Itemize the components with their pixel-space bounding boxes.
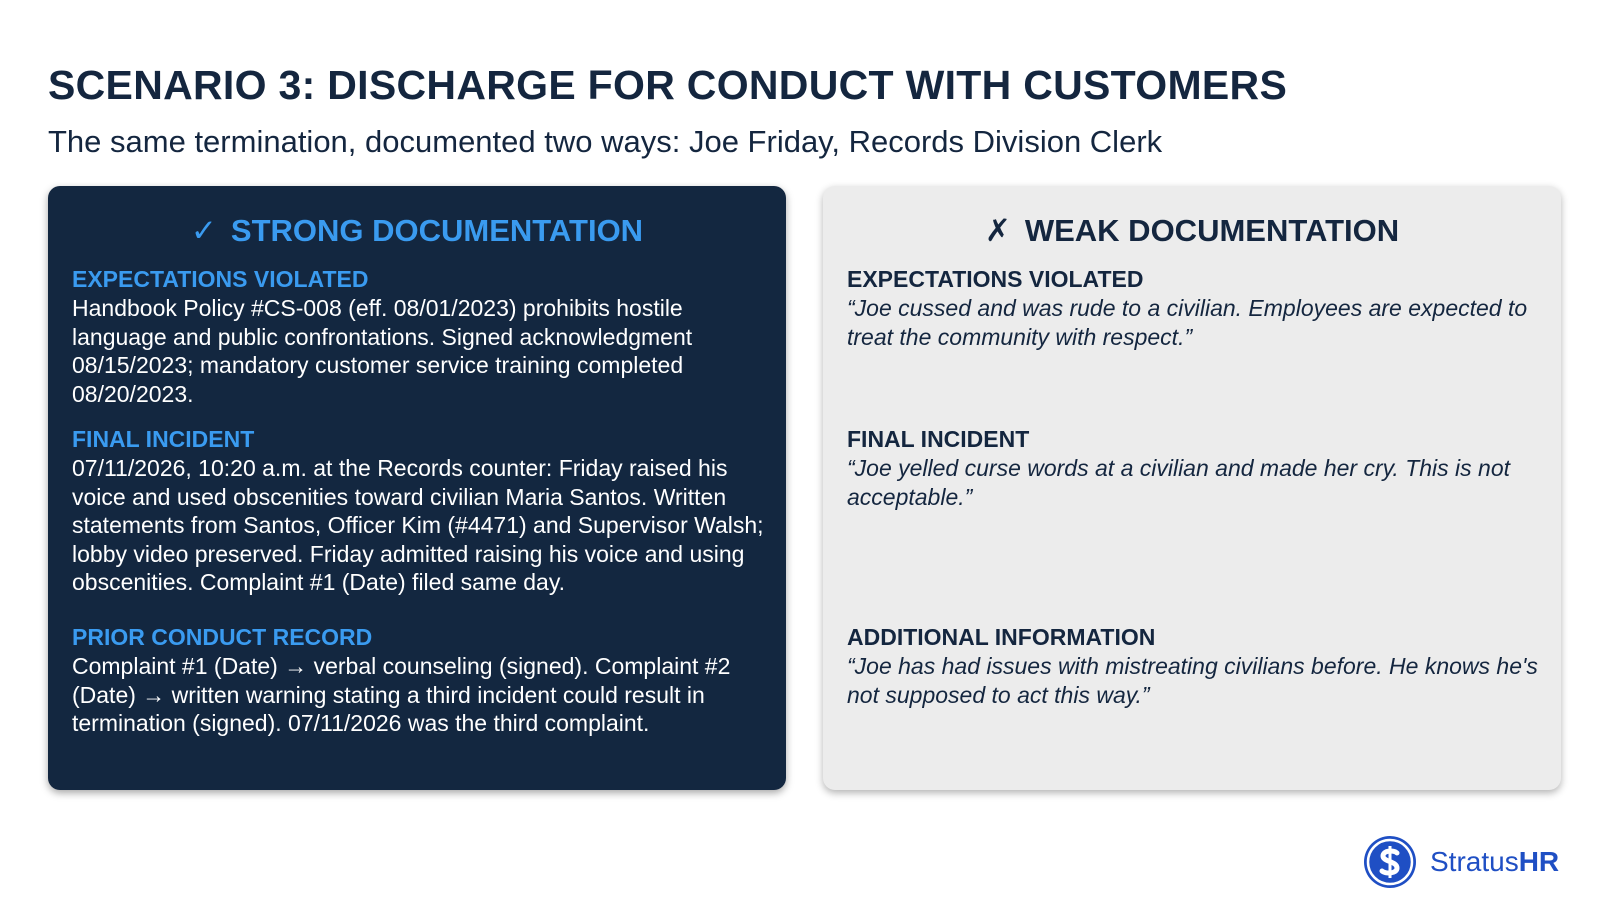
section-title: EXPECTATIONS VIOLATED: [72, 266, 369, 292]
page-title: SCENARIO 3: DISCHARGE FOR CONDUCT WITH CUSTOMERS: [48, 62, 1288, 108]
section-title: EXPECTATIONS VIOLATED: [847, 266, 1144, 292]
section-body: “Joe yelled curse words at a civilian and made her cry. This is not acceptable.”: [847, 455, 1511, 510]
stratus-s-icon: [1364, 836, 1416, 888]
section-body: 07/11/2026, 10:20 a.m. at the Records counter: Friday raised his voice and used obscenities toward civilian Maria Santos. Written statements from Santos, Officer Kim (#4471) and Supervisor Walsh; lobby video preserved. Friday admitted raising his voice and using obscenities. Complaint #1 (Date) filed same day.: [72, 455, 764, 595]
strong-panel-heading: [72, 208, 762, 254]
weak-additional-info-section: [847, 622, 1541, 709]
checkmark-icon: ✓: [190, 213, 217, 248]
page-subtitle: The same termination, documented two ways: Joe Friday, Records Division Clerk: [48, 124, 1163, 159]
logo-brand: Stratus: [1430, 846, 1519, 877]
logo-suffix: HR: [1518, 846, 1560, 877]
logo-wordmark: [1430, 846, 1559, 878]
section-body: Handbook Policy #CS-008 (eff. 08/01/2023) prohibits hostile language and public confrontations. Signed acknowledgment 08/15/2023; mandatory customer service training completed 08/20/2023.: [72, 295, 693, 407]
strong-heading-label: STRONG DOCUMENTATION: [230, 213, 644, 248]
stratus-hr-logo: [1364, 836, 1559, 888]
section-title: ADDITIONAL INFORMATION: [847, 624, 1156, 650]
weak-final-incident-section: [847, 424, 1541, 511]
strong-expectations-section: [72, 264, 766, 408]
section-body: “Joe cussed and was rude to a civilian. Employees are expected to treat the community with respect.”: [847, 295, 1528, 350]
strong-documentation-panel: [48, 186, 786, 790]
section-title: PRIOR CONDUCT RECORD: [72, 624, 373, 650]
x-mark-icon: ✗: [984, 213, 1011, 248]
section-title: FINAL INCIDENT: [847, 426, 1030, 452]
strong-prior-conduct-section: [72, 622, 766, 738]
section-body: “Joe has had issues with mistreating civilians before. He knows he's not supposed to act this way.”: [847, 653, 1538, 708]
section-title: FINAL INCIDENT: [72, 426, 255, 452]
weak-expectations-section: [847, 264, 1541, 351]
weak-heading-label: WEAK DOCUMENTATION: [1024, 213, 1400, 248]
weak-panel-heading: [847, 208, 1537, 254]
weak-documentation-panel: [823, 186, 1561, 790]
section-body: Complaint #1 (Date) → verbal counseling (signed). Complaint #2 (Date) → written warning stating a third incident could result in termination (signed). 07/11/2026 was the third complaint.: [72, 653, 731, 736]
strong-final-incident-section: [72, 424, 766, 597]
